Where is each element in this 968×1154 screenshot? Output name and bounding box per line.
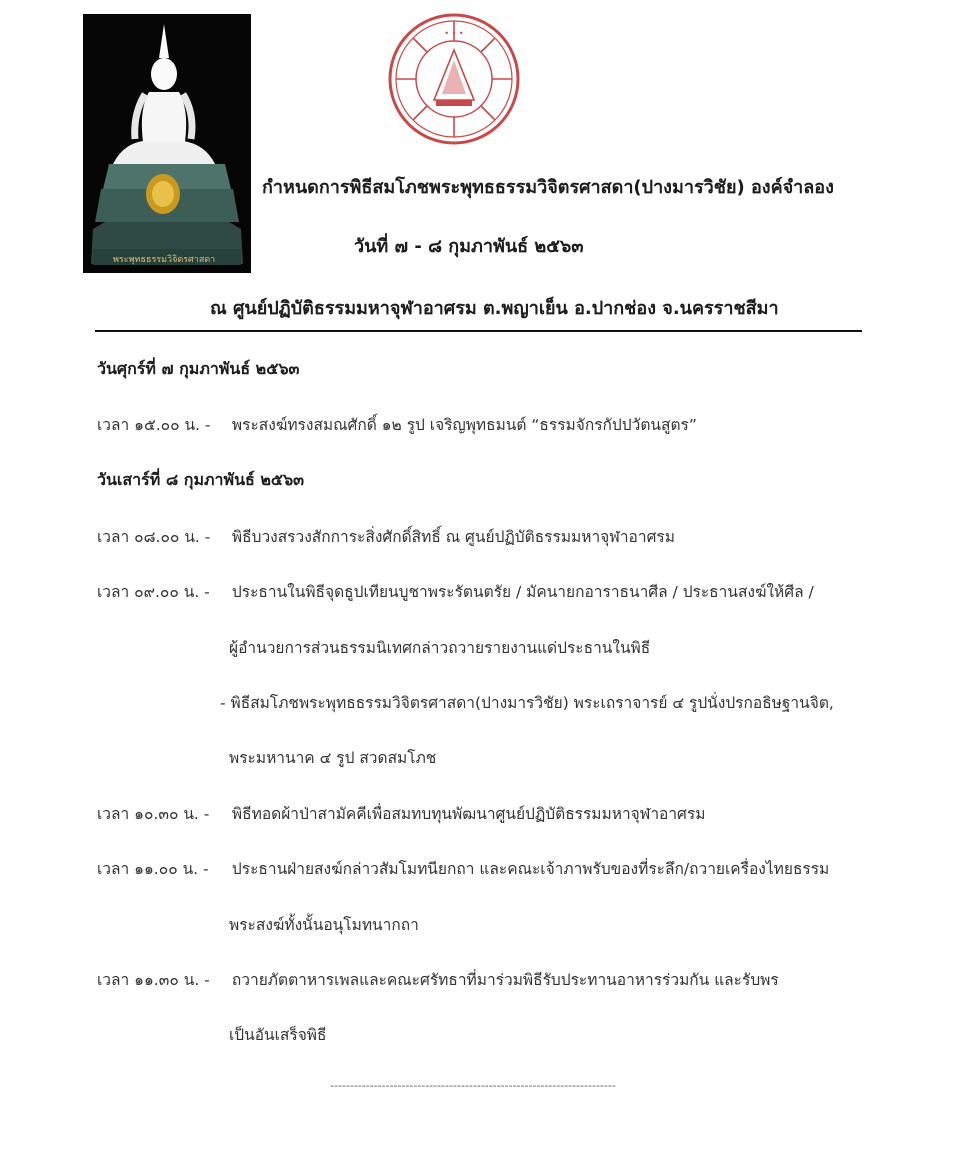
schedule-text: พิธีบวงสรวงสักการะสิ่งศักดิ์สิทธิ์ ณ ศูนย์ปฏิบัติธรรมมหาจุฬาอาศรม xyxy=(227,528,675,546)
schedule-continuation: - พิธีสมโภชพระพุทธธรรมวิจิตรศาสดา(ปางมารวิชัย) พระเถราจารย์ ๔ รูปนั่งปรกอธิษฐานจิต, xyxy=(220,694,834,712)
document-title: กำหนดการพิธีสมโภชพระพุทธธรรมวิจิตรศาสดา(ปางมารวิชัย) องค์จำลอง xyxy=(262,177,834,198)
schedule-time: เวลา ๑๕.๐๐ น. - xyxy=(97,416,211,434)
schedule-time: เวลา ๐๙.๐๐ น. - xyxy=(97,583,210,601)
schedule-text: ประธานในพิธีจุดธูปเทียนบูชาพระรัตนตรัย / มัคนายกอาราธนาศีล / ประธานสงฆ์ให้ศีล / xyxy=(227,583,814,601)
event-venue: ณ ศูนย์ปฏิบัติธรรมมหาจุฬาอาศรม ต.พญาเย็น อ.ปากช่อง จ.นครราชสีมา xyxy=(210,298,779,319)
schedule-time: เวลา ๑๑.๐๐ น. - xyxy=(97,860,209,878)
schedule-text: ประธานฝ่ายสงฆ์กล่าวสัมโมทนียกถา และคณะเจ้าภาพรับของที่ระลึก/ถวายเครื่องไทยธรรม xyxy=(227,860,830,878)
day1-heading: วันศุกร์ที่ ๗ กุมภาพันธ์ ๒๕๖๓ xyxy=(97,359,300,378)
schedule-text: พิธีทอดผ้าป่าสามัคคีเพื่อสมทบทุนพัฒนาศูนย์ปฏิบัติธรรมมหาจุฬาอาศรม xyxy=(227,805,706,823)
footer-divider: ------------------------------------------------------------------------ xyxy=(330,1079,616,1092)
photo-caption: พระพุทธธรรมวิจิตรศาสดา xyxy=(113,255,216,265)
schedule-continuation: ผู้อำนวยการส่วนธรรมนิเทศกล่าวถวายรายงานแด่ประธานในพิธี xyxy=(229,639,651,657)
schedule-row xyxy=(97,524,675,549)
schedule-row xyxy=(97,967,779,992)
svg-text:• • •: • • • xyxy=(444,29,464,38)
schedule-row xyxy=(97,579,814,604)
schedule-text: พระสงฆ์ทรงสมณศักดิ์ ๑๒ รูป เจริญพุทธมนต์ “ธรรมจักรกัปปวัตนสูตร” xyxy=(227,416,697,434)
event-date: วันที่ ๗ - ๘ กุมภาพันธ์ ๒๕๖๓ xyxy=(354,236,584,257)
schedule-row xyxy=(97,801,705,826)
schedule-time: เวลา ๑๐.๓๐ น. - xyxy=(97,805,210,823)
schedule-row xyxy=(97,856,829,881)
header-divider xyxy=(95,330,862,332)
schedule-continuation: เป็นอันเสร็จพิธี xyxy=(229,1026,327,1044)
university-seal-logo xyxy=(386,12,522,146)
schedule-continuation: พระสงฆ์ทั้งนั้นอนุโมทนากถา xyxy=(229,916,419,934)
buddha-statue-photo xyxy=(83,14,251,273)
schedule-time: เวลา ๐๘.๐๐ น. - xyxy=(97,528,211,546)
schedule-time: เวลา ๑๑.๓๐ น. - xyxy=(97,971,210,989)
schedule-continuation: พระมหานาค ๔ รูป สวดสมโภช xyxy=(229,749,437,767)
day2-heading: วันเสาร์ที่ ๘ กุมภาพันธ์ ๒๕๖๓ xyxy=(97,470,305,489)
schedule-text: ถวายภัตตาหารเพลและคณะศรัทธาที่มาร่วมพิธีรับประทานอาหารร่วมกัน และรับพร xyxy=(227,971,779,989)
schedule-row xyxy=(97,412,697,437)
